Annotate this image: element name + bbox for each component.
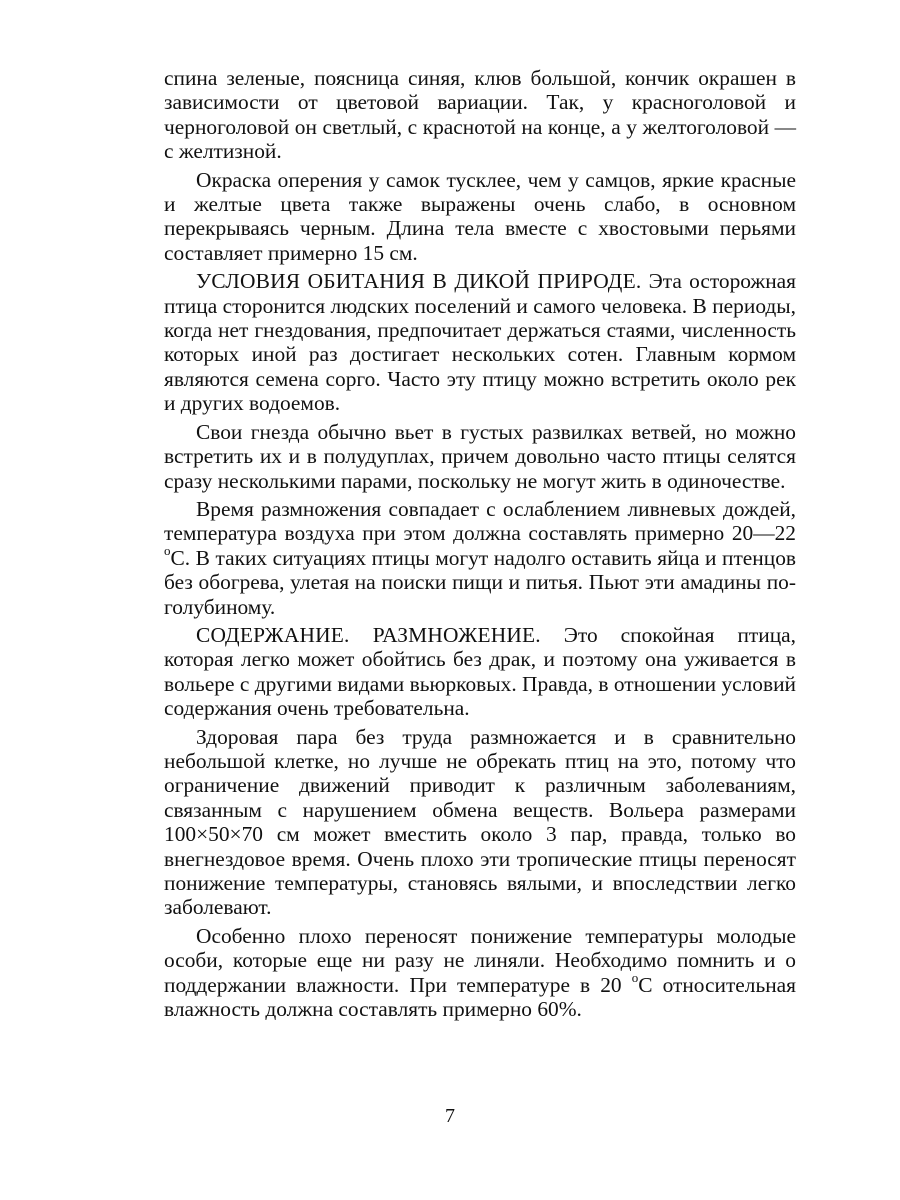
- page-number: 7: [445, 1105, 455, 1127]
- paragraph-7: Здоровая пара без труда размножается и в сравнительно небольшой клетке, но лучше не обрекать птиц на это, потому что ограничение движений приводит к различным заболеваниям, связанным с нарушением обмена веществ. Вольера размерами 100×50×70 см может вместить около 3 пар, правда, только во внегнездовое время. Очень плохо эти тропические птицы переносят понижение температуры, становясь вялыми, и впоследствии легко заболевают.: [164, 724, 796, 920]
- degree-mark: о: [631, 969, 639, 985]
- paragraph-3: [164, 269, 796, 415]
- paragraph-2: Окраска оперения у самок тусклее, чем у самцов, яркие красные и желтые цвета также выражены очень слабо, в основном перекрываясь черным. Длина тела вместе с хвостовыми перьями составляет примерно 15 см.: [164, 167, 796, 265]
- paragraph-6: [164, 623, 796, 721]
- section-heading-habitat: УСЛОВИЯ ОБИТАНИЯ В ДИКОЙ ПРИРОДЕ.: [196, 269, 642, 294]
- paragraph-1: спина зеленые, поясница синяя, клюв большой, кончик окрашен в зависимости от цветовой вариации. Так, у красноголовой и черноголовой он светлый, с краснотой на конце, а у желтоголовой — с желтизной.: [164, 66, 796, 164]
- paragraph-6-text: Это спокойная птица, которая легко может обойтись без драк, и поэтому она уживается в вольере с другими видами вьюрковых. Правда, в отношении условий содержания очень требовательна.: [164, 622, 796, 721]
- paragraph-3-text: Эта осторожная птица сторонится людских поселений и самого человека. В периоды, когда нет гнездования, предпочитает держаться стаями, численность которых иной раз достигает нескольких сотен. Главным кормом являются семена сорго. Часто эту птицу можно встретить около рек и других водоемов.: [164, 269, 796, 416]
- paragraph-4: Свои гнезда обычно вьет в густых развилках ветвей, но можно встретить их и в полудуплах, причем довольно часто птицы селятся сразу несколькими парами, поскольку не могут жить в одиночестве.: [164, 419, 796, 493]
- paragraph-5-text-start: Время размножения совпадает с ослаблением ливневых дождей, температура воздуха при этом должна составлять примерно 20—22: [164, 496, 796, 546]
- paragraph-8: [164, 924, 796, 1022]
- page-body: [164, 66, 796, 1025]
- degree-mark: о: [164, 542, 171, 558]
- paragraph-8-text-end: С относительная влажность должна составлять примерно 60%.: [164, 972, 797, 1022]
- paragraph-8-text-start: Особенно плохо переносят понижение температуры молодые особи, которые еще ни разу не линяли. Необходимо помнить и о поддержании влажности. При температуре в 20: [164, 923, 796, 997]
- section-heading-keeping: СОДЕРЖАНИЕ. РАЗМНОЖЕНИЕ.: [196, 622, 541, 647]
- paragraph-5: [164, 497, 796, 619]
- paragraph-5-text-end: С. В таких ситуациях птицы могут надолго оставить яйца и птенцов без обогрева, улетая на поиски пищи и питья. Пьют эти амадины по-голубиному.: [164, 545, 796, 619]
